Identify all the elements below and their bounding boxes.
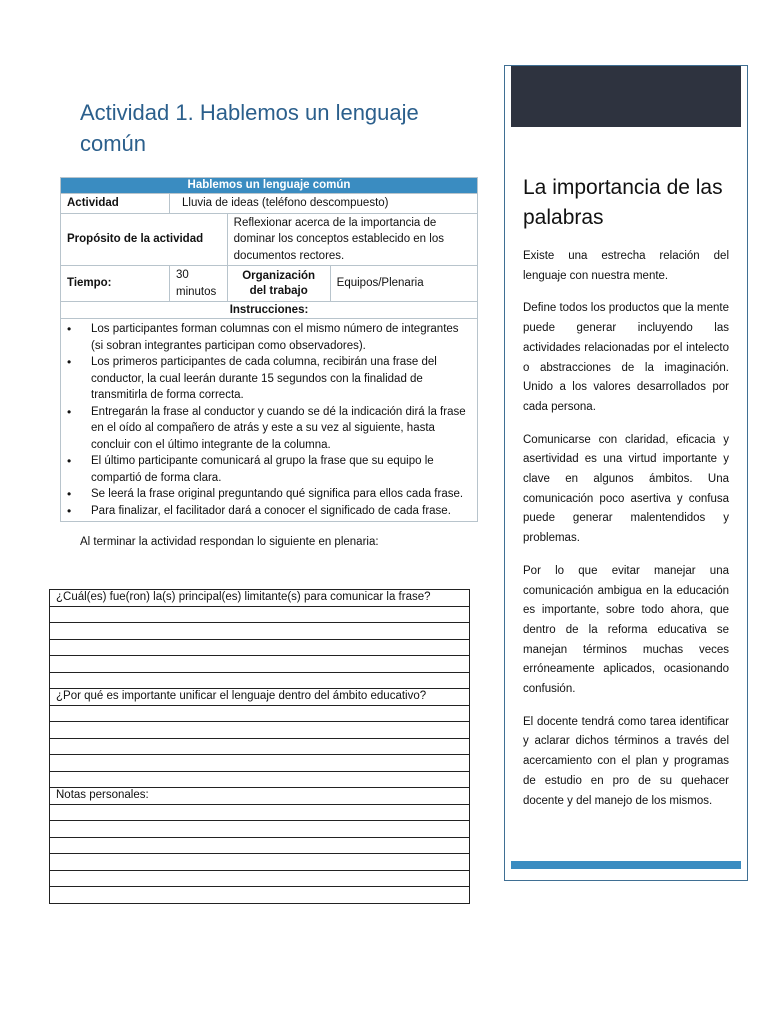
proposito-label: Propósito de la actividad — [61, 213, 228, 266]
answer-line[interactable] — [50, 738, 470, 755]
table-row — [50, 672, 470, 689]
answer-line[interactable] — [50, 821, 470, 838]
notes-label: Notas personales: — [50, 788, 470, 805]
answer-line[interactable] — [50, 672, 470, 689]
questions-table — [49, 589, 470, 904]
answer-line[interactable] — [50, 771, 470, 788]
actividad-label: Actividad — [61, 194, 170, 214]
answer-line[interactable] — [50, 656, 470, 673]
answer-line[interactable] — [50, 870, 470, 887]
table-row — [50, 854, 470, 871]
actividad-value: Lluvia de ideas (teléfono descompuesto) — [170, 194, 478, 214]
instrucciones-label: Instrucciones: — [61, 302, 478, 319]
question-2: ¿Por qué es importante unificar el lenguaje dentro del ámbito educativo? — [50, 689, 470, 706]
proposito-value: Reflexionar acerca de la importancia de dominar los conceptos establecido en los documentos rectores. — [227, 213, 477, 266]
answer-line[interactable] — [50, 887, 470, 904]
answer-line[interactable] — [50, 705, 470, 722]
table-row — [50, 722, 470, 739]
table-row — [50, 639, 470, 656]
answer-line[interactable] — [50, 837, 470, 854]
table-row — [50, 887, 470, 904]
instructions-list — [63, 321, 471, 519]
answer-line[interactable] — [50, 804, 470, 821]
table-header: Hablemos un lenguaje común — [61, 178, 478, 194]
list-item: • Entregarán la frase al conductor y cuando se dé la indicación dirá la frase en el oído al compañero de atrás y este a su vez al siguiente, hasta concluir con el último integrante de la columna. — [91, 404, 471, 454]
table-row — [50, 623, 470, 640]
answer-line[interactable] — [50, 722, 470, 739]
table-row-actividad — [61, 194, 478, 214]
table-row-instrucciones-header — [61, 302, 478, 319]
answer-line[interactable] — [50, 606, 470, 623]
sidebar-paragraph: Define todos los productos que la mente puede generar incluyendo las actividades relacionadas por el intelecto o abstracciones de la imaginación. Unido a los valores desarrollados por cada persona. — [523, 302, 729, 413]
tiempo-label: Tiempo: — [61, 266, 170, 302]
table-row — [50, 689, 470, 706]
table-row-instrucciones — [61, 319, 478, 522]
table-row — [50, 804, 470, 821]
sidebar-paragraph: Existe una estrecha relación del lenguaje con nuestra mente. — [523, 250, 729, 282]
question-1: ¿Cuál(es) fue(ron) la(s) principal(es) limitante(s) para comunicar la frase? — [50, 590, 470, 607]
table-row — [50, 606, 470, 623]
table-row-proposito — [61, 213, 478, 266]
tiempo-value: 30 minutos — [170, 266, 228, 302]
list-item: • El último participante comunicará al grupo la frase que su equipo le compartió de forma clara. — [91, 453, 471, 486]
answer-line[interactable] — [50, 854, 470, 871]
sidebar-paragraph: Por lo que evitar manejar una comunicación ambigua en la educación es importante, sobre todo ahora, que dentro de la reforma educativa se manejan términos muchas veces erróneamente aplicados, ocasionando confusión. — [523, 564, 729, 696]
table-row — [50, 771, 470, 788]
sidebar-paragraph: Comunicarse con claridad, eficacia y asertividad es una virtud importante y clave en algunos ámbitos. Una comunicación poco asertiva y confusa puede generar malentendidos y problemas. — [523, 433, 729, 545]
sidebar-paragraph: El docente tendrá como tarea identificar y aclarar dichos términos a través del acercamiento con el plan y programas de estudio en pro de su quehacer docente y del manejo de los mismos. — [523, 715, 729, 807]
sidebar-bottom-bar — [511, 861, 741, 869]
organizacion-label: Organización del trabajo — [227, 266, 330, 302]
table-row — [50, 755, 470, 772]
table-row — [50, 590, 470, 607]
list-item: • Los participantes forman columnas con el mismo número de integrantes (si sobran integrantes participan como observadores). — [91, 321, 471, 354]
activity-title: Actividad 1. Hablemos un lenguaje común — [80, 100, 419, 156]
list-item: • Se leerá la frase original preguntando qué significa para ellos cada frase. — [91, 486, 471, 503]
table-header-row — [61, 178, 478, 194]
table-row — [50, 656, 470, 673]
answer-line[interactable] — [50, 623, 470, 640]
list-item: • Los primeros participantes de cada columna, recibirán una frase del conductor, la cual leerán durante 15 segundos con la finalidad de transmitirla de forma correcta. — [91, 354, 471, 404]
sidebar-body — [523, 247, 729, 824]
answer-line[interactable] — [50, 755, 470, 772]
sidebar-top-bar — [511, 66, 741, 127]
table-row — [50, 837, 470, 854]
sidebar — [504, 65, 748, 881]
sidebar-title: La importancia de las palabras — [523, 176, 723, 229]
list-item: • Para finalizar, el facilitador dará a conocer el significado de cada frase. — [91, 503, 471, 520]
activity-table — [60, 177, 478, 522]
table-row — [50, 870, 470, 887]
table-row — [50, 821, 470, 838]
answer-line[interactable] — [50, 639, 470, 656]
table-row — [50, 788, 470, 805]
table-row-tiempo — [61, 266, 478, 302]
after-activity-text: Al terminar la actividad respondan lo siguiente en plenaria: — [80, 536, 379, 548]
organizacion-value: Equipos/Plenaria — [330, 266, 477, 302]
table-row — [50, 705, 470, 722]
table-row — [50, 738, 470, 755]
